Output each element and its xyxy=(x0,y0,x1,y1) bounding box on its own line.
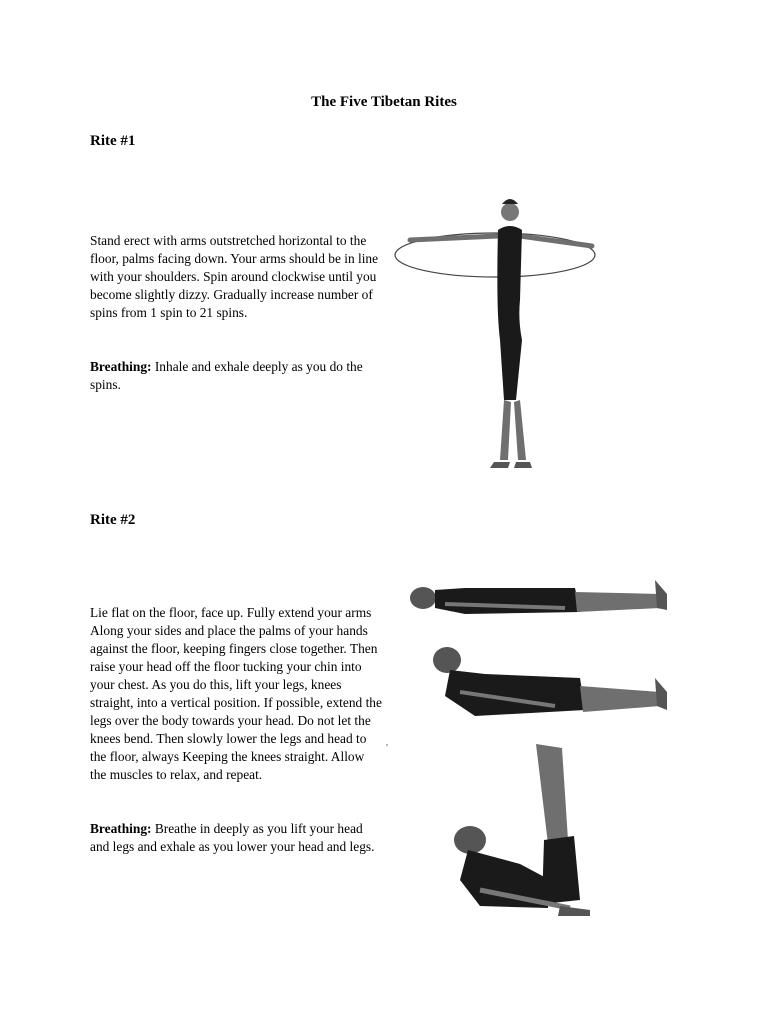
page-title: The Five Tibetan Rites xyxy=(311,94,457,110)
rite1-heading: Rite #1 xyxy=(90,133,136,149)
rite2-breathing-text: Breathe in deeply as you lift your head and legs and exhale as you lower your head and legs. xyxy=(90,821,375,854)
rite1-breathing-label: Breathing: xyxy=(90,359,152,374)
rite2-lying-flat-image xyxy=(405,572,671,620)
rite1-spinning-woman-image xyxy=(390,190,610,485)
rite2-legs-vertical-image xyxy=(440,740,640,920)
rite2-breathing-label: Breathing: xyxy=(90,821,152,836)
rite1-description: Stand erect with arms outstretched horizontal to the floor, palms facing down. Your arms should be in line with your shoulders. Spin around clockwise until you become slightly dizzy. Gradually increase number of spins from 1 spin to 21 spins. xyxy=(90,233,379,320)
rite2-heading: Rite #2 xyxy=(90,512,136,528)
rite2-breathing xyxy=(90,820,382,856)
rite2-description: Lie flat on the floor, face up. Fully extend your arms Along your sides and place the palms of your hands against the floor, keeping fingers close together. Then raise your head off the floor tucking your chin into your chest. As you do this, lift your legs, knees straight, into a vertical position. If possible, extend the legs over the body towards your head. Do not let the knees bend. Then slowly lower the legs and head to the floor, always Keeping the knees straight. Allow the muscles to relax, and repeat. xyxy=(90,605,382,782)
rite2-head-raised-image xyxy=(405,640,671,726)
rite1-breathing xyxy=(90,358,382,394)
scan-mark: ' xyxy=(386,742,388,754)
rite1-breathing-text: Inhale and exhale deeply as you do the spins. xyxy=(90,359,363,392)
